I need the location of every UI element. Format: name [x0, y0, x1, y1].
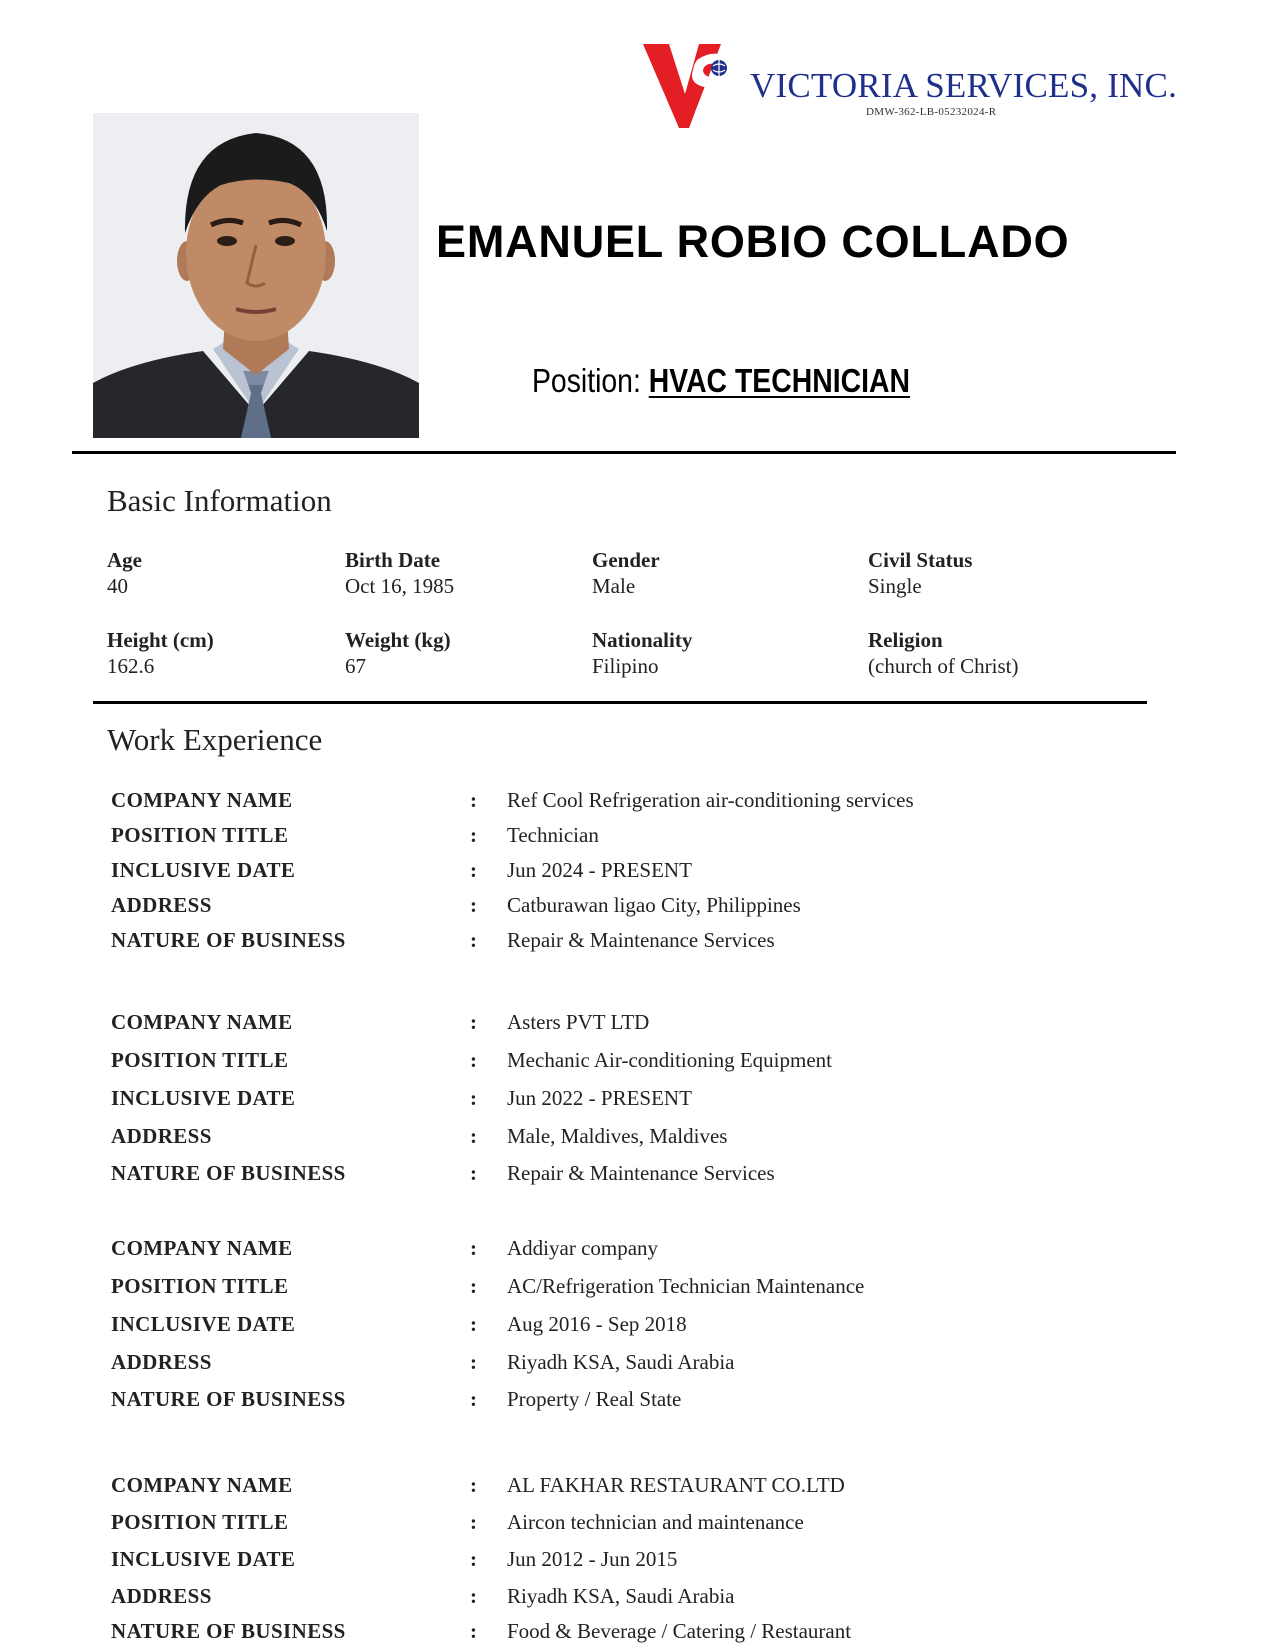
job-row: [0, 1157, 1275, 1189]
info-value: (church of Christ): [868, 654, 1019, 678]
job-field-label: ADDRESS: [111, 893, 212, 917]
job-field-value: Aircon technician and maintenance: [507, 1510, 804, 1534]
job-row: [0, 1232, 1275, 1264]
job-row: [0, 1308, 1275, 1340]
candidate-photo: [93, 113, 419, 438]
job-field-value: AC/Refrigeration Technician Maintenance: [507, 1274, 865, 1298]
company-license-number: DMW-362-LB-05232024-R: [866, 106, 997, 118]
info-nationality: [592, 627, 692, 679]
info-value: Oct 16, 1985: [345, 574, 455, 598]
info-value: Filipino: [592, 654, 659, 678]
candidate-name: EMANUEL ROBIO COLLADO: [436, 216, 1070, 267]
job-field-label: POSITION TITLE: [111, 1048, 289, 1072]
job-field-value: Asters PVT LTD: [507, 1010, 650, 1034]
info-gender: [592, 547, 660, 599]
job-separator: :: [470, 1584, 477, 1608]
info-label: Age: [107, 548, 142, 572]
job-field-value: Repair & Maintenance Services: [507, 1161, 775, 1185]
job-row: [0, 1270, 1275, 1302]
job-row: [0, 819, 1275, 851]
job-separator: :: [470, 858, 477, 882]
info-label: Religion: [868, 628, 943, 652]
job-field-value: Jun 2012 - Jun 2015: [507, 1547, 678, 1571]
job-row: [0, 784, 1275, 816]
job-separator: :: [470, 893, 477, 917]
job-separator: :: [470, 1274, 477, 1298]
job-separator: :: [470, 1048, 477, 1072]
position-label: Position:: [532, 362, 641, 399]
info-value: 40: [107, 574, 128, 598]
job-field-value: Riyadh KSA, Saudi Arabia: [507, 1350, 735, 1374]
job-row: [0, 1346, 1275, 1378]
info-religion: [868, 627, 1018, 679]
job-field-label: COMPANY NAME: [111, 1010, 293, 1034]
job-field-label: INCLUSIVE DATE: [111, 1312, 296, 1336]
info-value: Male: [592, 574, 636, 598]
job-row: [0, 1044, 1275, 1076]
company-name: VICTORIA SERVICES, INC.: [750, 66, 1178, 105]
job-separator: :: [470, 1312, 477, 1336]
job-row: [0, 1006, 1275, 1038]
job-field-value: Male, Maldives, Maldives: [507, 1124, 728, 1148]
job-field-label: POSITION TITLE: [111, 823, 289, 847]
job-separator: :: [470, 1350, 477, 1374]
victoria-services-logo-icon: [643, 42, 733, 130]
job-field-value: Ref Cool Refrigeration air-conditioning services: [507, 788, 914, 812]
basic-information-title: Basic Information: [107, 483, 332, 518]
job-field-value: Food & Beverage / Catering / Restaurant: [507, 1619, 852, 1643]
info-age: [107, 547, 142, 599]
job-field-label: COMPANY NAME: [111, 788, 293, 812]
job-separator: :: [470, 1161, 477, 1185]
job-field-label: POSITION TITLE: [111, 1274, 289, 1298]
job-row: [0, 1383, 1275, 1415]
job-field-value: Aug 2016 - Sep 2018: [507, 1312, 687, 1336]
job-field-label: NATURE OF BUSINESS: [111, 1619, 346, 1643]
info-value: 67: [345, 654, 366, 678]
info-weight: [345, 627, 451, 679]
job-field-label: INCLUSIVE DATE: [111, 1086, 296, 1110]
job-separator: :: [470, 788, 477, 812]
job-row: [0, 854, 1275, 886]
info-label: Gender: [592, 548, 660, 572]
info-label: Civil Status: [868, 548, 973, 572]
job-row: [0, 1615, 1275, 1647]
job-field-value: Repair & Maintenance Services: [507, 928, 775, 952]
job-row: [0, 1120, 1275, 1152]
info-label: Height (cm): [107, 628, 214, 652]
job-row: [0, 1506, 1275, 1538]
job-field-value: AL FAKHAR RESTAURANT CO.LTD: [507, 1473, 845, 1497]
job-field-label: INCLUSIVE DATE: [111, 858, 296, 882]
job-row: [0, 924, 1275, 956]
job-field-label: NATURE OF BUSINESS: [111, 1161, 346, 1185]
job-separator: :: [470, 823, 477, 847]
info-label: Weight (kg): [345, 628, 451, 652]
job-field-value: Mechanic Air-conditioning Equipment: [507, 1048, 833, 1072]
job-field-value: Addiyar company: [507, 1236, 659, 1260]
job-row: [0, 889, 1275, 921]
job-field-label: NATURE OF BUSINESS: [111, 1387, 346, 1411]
job-field-label: INCLUSIVE DATE: [111, 1547, 296, 1571]
info-height: [107, 627, 214, 679]
job-field-value: Catburawan ligao City, Philippines: [507, 893, 801, 917]
job-separator: :: [470, 1473, 477, 1497]
job-field-value: Technician: [507, 823, 599, 847]
job-field-value: Riyadh KSA, Saudi Arabia: [507, 1584, 735, 1608]
job-separator: :: [470, 1124, 477, 1148]
job-separator: :: [470, 1547, 477, 1571]
job-field-label: ADDRESS: [111, 1124, 212, 1148]
info-value: 162.6: [107, 654, 155, 678]
job-separator: :: [470, 1086, 477, 1110]
job-field-label: COMPANY NAME: [111, 1473, 293, 1497]
job-row: [0, 1580, 1275, 1612]
job-row: [0, 1543, 1275, 1575]
job-field-value: Property / Real State: [507, 1387, 682, 1411]
job-field-label: NATURE OF BUSINESS: [111, 928, 346, 952]
job-row: [0, 1469, 1275, 1501]
job-separator: :: [470, 928, 477, 952]
job-field-label: ADDRESS: [111, 1584, 212, 1608]
job-separator: :: [470, 1010, 477, 1034]
info-civil-status: [868, 547, 972, 599]
info-label: Nationality: [592, 628, 693, 652]
job-separator: :: [470, 1619, 477, 1643]
job-separator: :: [470, 1236, 477, 1260]
header-divider: [72, 451, 1176, 454]
job-field-value: Jun 2024 - PRESENT: [507, 858, 692, 882]
info-value: Single: [868, 574, 922, 598]
position-value: HVAC TECHNICIAN: [648, 362, 910, 399]
job-row: [0, 1082, 1275, 1114]
job-field-label: COMPANY NAME: [111, 1236, 293, 1260]
job-field-value: Jun 2022 - PRESENT: [507, 1086, 692, 1110]
info-label: Birth Date: [345, 548, 441, 572]
info-birth-date: [345, 547, 454, 599]
candidate-position-line: [532, 362, 910, 400]
job-field-label: POSITION TITLE: [111, 1510, 289, 1534]
job-separator: :: [470, 1387, 477, 1411]
job-field-label: ADDRESS: [111, 1350, 212, 1374]
job-separator: :: [470, 1510, 477, 1534]
section-divider: [93, 701, 1147, 704]
work-experience-title: Work Experience: [107, 722, 323, 757]
